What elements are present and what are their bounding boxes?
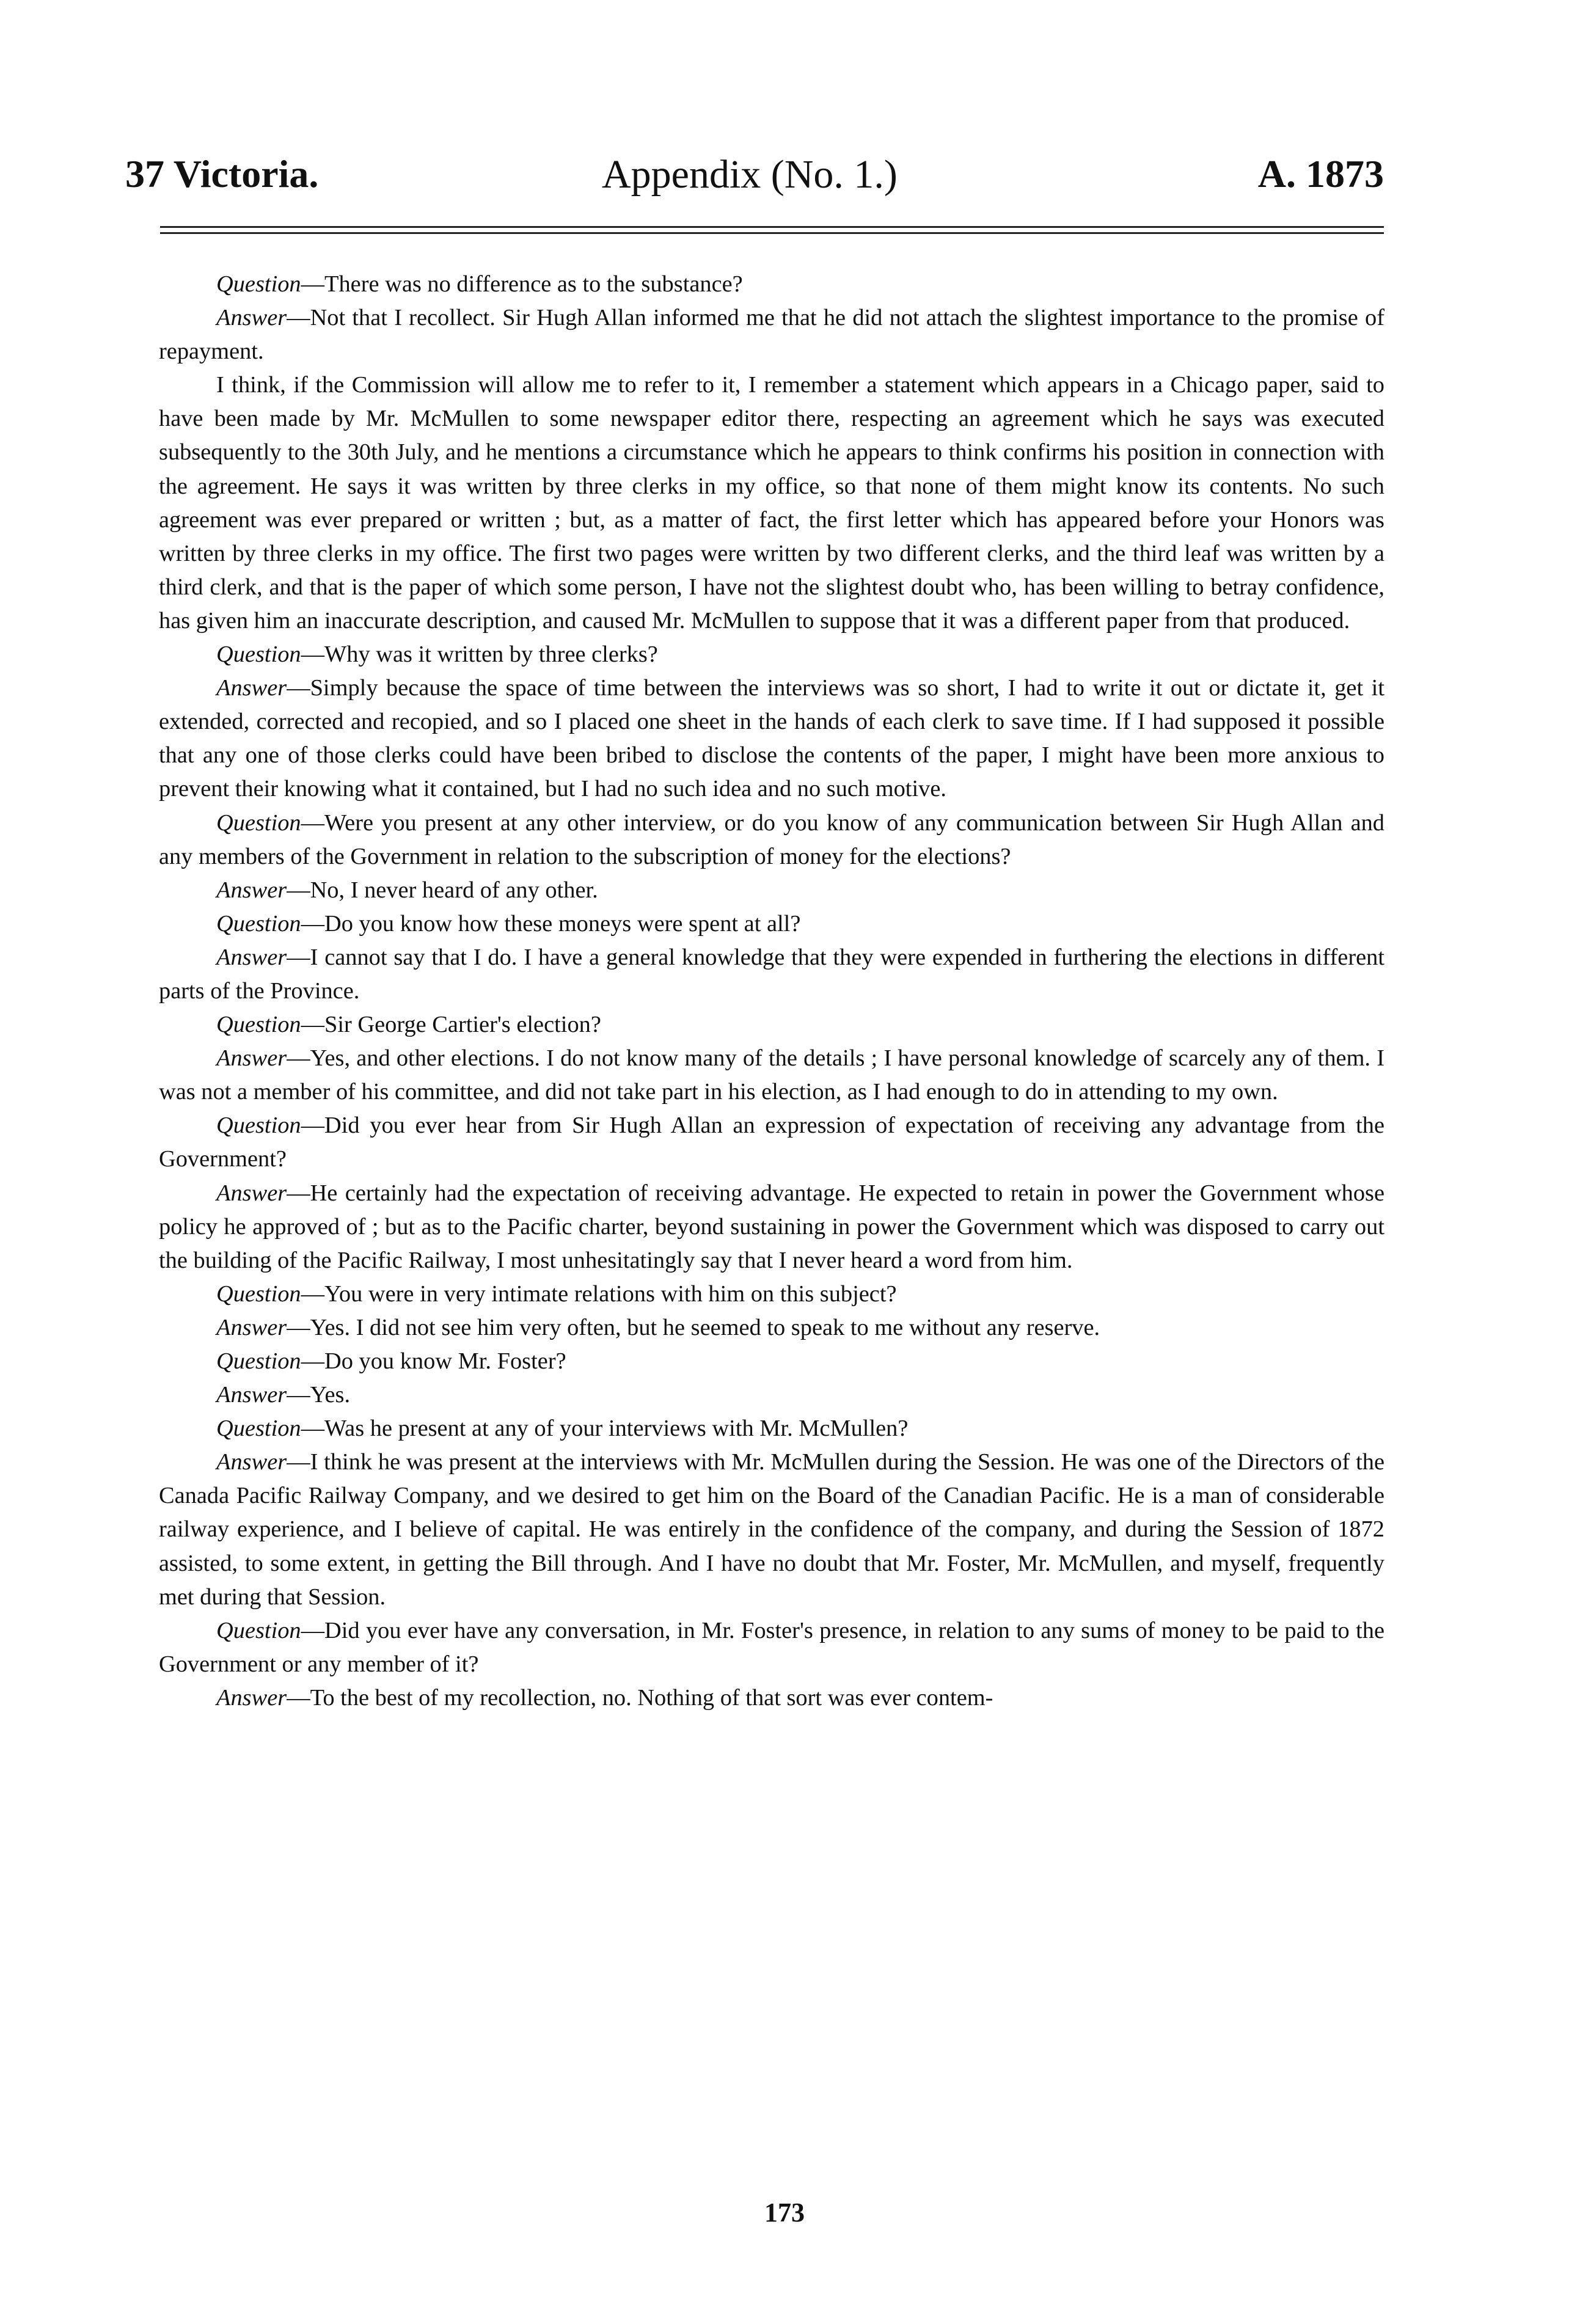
answer-paragraph: Answer—I cannot say that I do. I have a general knowledge that they were expended in furthering the elections in different parts of the Province. xyxy=(159,944,1384,1004)
paragraph-text: Not that I recollect. Sir Hugh Allan informed me that he did not attach the slightest importance to the promise of repayment. xyxy=(159,305,1384,365)
question-paragraph: Question—Did you ever have any conversation, in Mr. Foster's presence, in relation to any sums of money to be paid to the Government or any member of it? xyxy=(159,1617,1384,1677)
statement-paragraph xyxy=(159,368,1384,638)
testimony-body xyxy=(159,268,1384,1715)
question-paragraph: Question—Was he present at any of your interviews with Mr. McMullen? xyxy=(216,1416,909,1442)
question-paragraph: Question—Why was it written by three clerks? xyxy=(216,641,658,668)
speaker-label: Question xyxy=(216,641,301,668)
paragraph-text: He certainly had the expectation of receiving advantage. He expected to retain in power the Government whose policy he approved of ; but as to the Pacific charter, beyond sustaining in power the Government which was disposed to carry out the building of the Pacific Railway, I most unhesitatingly say that I never heard a word from him. xyxy=(159,1180,1384,1273)
paragraph-text: Were you present at any other interview, or do you know of any communication between Sir Hugh Allan and any members of the Government in relation to the subscription of money for the elections? xyxy=(159,809,1384,869)
speaker-label: Answer xyxy=(216,877,287,903)
header-session: 37 Victoria. xyxy=(125,152,319,195)
paragraph-text: There was no difference as to the substance? xyxy=(324,271,743,297)
speaker-label: Answer xyxy=(216,1314,287,1340)
paragraph-text: You were in very intimate relations with him on this subject? xyxy=(324,1281,897,1307)
paragraph-text: Was he present at any of your interviews with Mr. McMullen? xyxy=(324,1416,909,1442)
question-paragraph: Question—Were you present at any other interview, or do you know of any communication between Sir Hugh Allan and any members of the Government in relation to the subscription of money for the elections? xyxy=(159,809,1384,869)
speaker-label: Question xyxy=(216,1113,301,1139)
paragraph-text: Did you ever hear from Sir Hugh Allan an expression of expectation of receiving any advantage from the Government? xyxy=(159,1113,1384,1172)
paragraph-text: To the best of my recollection, no. Nothing of that sort was ever contem- xyxy=(310,1684,993,1711)
paragraph-text: I think, if the Commission will allow me to refer to it, I remember a statement which appears in a Chicago paper, said to have been made by Mr. McMullen to some newspaper editor there, respecting an agreement which he says was executed subsequently to the 30th July, and he mentions a circumstance which he appears to think confirms his position in connection with the agreement. He says it was written by three clerks in my office, so that none of them might know its contents. No such agreement was ever prepared or written ; but, as a matter of fact, the first letter which has appeared before your Honors was written by three clerks in my office. The first two pages were written by two different clerks, and the third leaf was written by a third clerk, and that is the paper of which some person, I have not the slightest doubt who, has been willing to betray confidence, has given him an inaccurate description, and caused Mr. McMullen to suppose that it was a different paper from that produced. xyxy=(159,372,1384,634)
paragraph-text: I cannot say that I do. I have a general knowledge that they were expended in furthering the elections in different parts of the Province. xyxy=(159,944,1384,1004)
question-paragraph: Question—There was no difference as to the substance? xyxy=(216,271,743,297)
header-appendix: Appendix (No. 1.) xyxy=(602,152,898,197)
question-paragraph: Question—Do you know Mr. Foster? xyxy=(216,1348,566,1374)
header-year: A. 1873 xyxy=(1257,152,1384,195)
question-paragraph: Question—Do you know how these moneys were spent at all? xyxy=(216,910,801,937)
speaker-label: Question xyxy=(216,1617,301,1643)
answer-paragraph: Answer—Yes. I did not see him very often, but he seemed to speak to me without any reserve. xyxy=(216,1314,1100,1340)
paragraph-text: Yes, and other elections. I do not know many of the details ; I have personal knowledge of scarcely any of them. I was not a member of his committee, and did not take part in his election, as I had enough to do in attending to my own. xyxy=(159,1045,1384,1105)
paragraph-text: Sir George Cartier's election? xyxy=(324,1012,601,1038)
speaker-label: Question xyxy=(216,910,301,937)
speaker-label: Answer xyxy=(216,1684,287,1711)
speaker-label: Answer xyxy=(216,1449,287,1475)
question-paragraph: Question—You were in very intimate relations with him on this subject? xyxy=(216,1281,897,1307)
header-rule-top xyxy=(160,226,1384,228)
speaker-label: Answer xyxy=(216,1045,287,1072)
paragraph-text: Yes. xyxy=(310,1382,351,1408)
paragraph-text: Do you know how these moneys were spent at all? xyxy=(324,910,801,937)
speaker-label: Question xyxy=(216,809,301,836)
answer-paragraph: Answer—No, I never heard of any other. xyxy=(216,877,598,903)
paragraph-text: I think he was present at the interviews with Mr. McMullen during the Session. He was one of the Directors of the Canada Pacific Railway Company, and we desired to get him on the Board of the Canadian Pacific. He is a man of considerable railway experience, and I believe of capital. He was entirely in the confidence of the company, and during the Session of 1872 assisted, to some extent, in getting the Bill through. And I have no doubt that Mr. Foster, Mr. McMullen, and myself, frequently met during that Session. xyxy=(159,1449,1384,1610)
speaker-label: Question xyxy=(216,1281,301,1307)
answer-paragraph: Answer—I think he was present at the interviews with Mr. McMullen during the Session. He was one of the Directors of the Canada Pacific Railway Company, and we desired to get him on the Board of the Canadian Pacific. He is a man of considerable railway experience, and I believe of capital. He was entirely in the confidence of the company, and during the Session of 1872 assisted, to some extent, in getting the Bill through. And I have no doubt that Mr. Foster, Mr. McMullen, and myself, frequently met during that Session. xyxy=(159,1449,1384,1610)
answer-paragraph: Answer—Not that I recollect. Sir Hugh Allan informed me that he did not attach the slightest importance to the promise of repayment. xyxy=(159,305,1384,365)
answer-paragraph: Answer—Yes. xyxy=(216,1382,351,1408)
speaker-label: Question xyxy=(216,1416,301,1442)
page-number: 173 xyxy=(764,2198,805,2227)
speaker-label: Question xyxy=(216,271,301,297)
speaker-label: Answer xyxy=(216,675,287,701)
speaker-label: Answer xyxy=(216,1180,287,1206)
answer-paragraph: Answer—Simply because the space of time between the interviews was so short, I had to write it out or dictate it, get it extended, corrected and recopied, and so I placed one sheet in the hands of each clerk to save time. If I had supposed it possible that any one of those clerks could have been bribed to disclose the contents of the paper, I might have been more anxious to prevent their knowing what it contained, but I had no such idea and no such motive. xyxy=(159,675,1384,802)
speaker-label: Question xyxy=(216,1348,301,1374)
paragraph-text: Why was it written by three clerks? xyxy=(324,641,658,668)
page-header xyxy=(125,152,1384,200)
paragraph-text: Simply because the space of time between the interviews was so short, I had to write it out or dictate it, get it extended, corrected and recopied, and so I placed one sheet in the hands of each clerk to save time. If I had supposed it possible that any one of those clerks could have been bribed to disclose the contents of the paper, I might have been more anxious to prevent their knowing what it contained, but I had no such idea and no such motive. xyxy=(159,675,1384,802)
paragraph-text: No, I never heard of any other. xyxy=(310,877,598,903)
speaker-label: Question xyxy=(216,1012,301,1038)
question-paragraph: Question—Sir George Cartier's election? xyxy=(216,1012,601,1038)
answer-paragraph: Answer—Yes, and other elections. I do not know many of the details ; I have personal knowledge of scarcely any of them. I was not a member of his committee, and did not take part in his election, as I had enough to do in attending to my own. xyxy=(159,1045,1384,1105)
speaker-label: Answer xyxy=(216,305,287,331)
answer-paragraph: Answer—To the best of my recollection, no. Nothing of that sort was ever contem- xyxy=(216,1684,993,1711)
paragraph-text: Do you know Mr. Foster? xyxy=(324,1348,566,1374)
speaker-label: Answer xyxy=(216,1382,287,1408)
header-rule-bottom xyxy=(160,232,1384,234)
question-paragraph: Question—Did you ever hear from Sir Hugh Allan an expression of expectation of receiving any advantage from the Government? xyxy=(159,1113,1384,1172)
paragraph-text: Yes. I did not see him very often, but he seemed to speak to me without any reserve. xyxy=(310,1314,1100,1340)
speaker-label: Answer xyxy=(216,944,287,970)
paragraph-text: Did you ever have any conversation, in Mr. Foster's presence, in relation to any sums of money to be paid to the Government or any member of it? xyxy=(159,1617,1384,1677)
answer-paragraph: Answer—He certainly had the expectation of receiving advantage. He expected to retain in power the Government whose policy he approved of ; but as to the Pacific charter, beyond sustaining in power the Government which was disposed to carry out the building of the Pacific Railway, I most unhesitatingly say that I never heard a word from him. xyxy=(159,1180,1384,1273)
